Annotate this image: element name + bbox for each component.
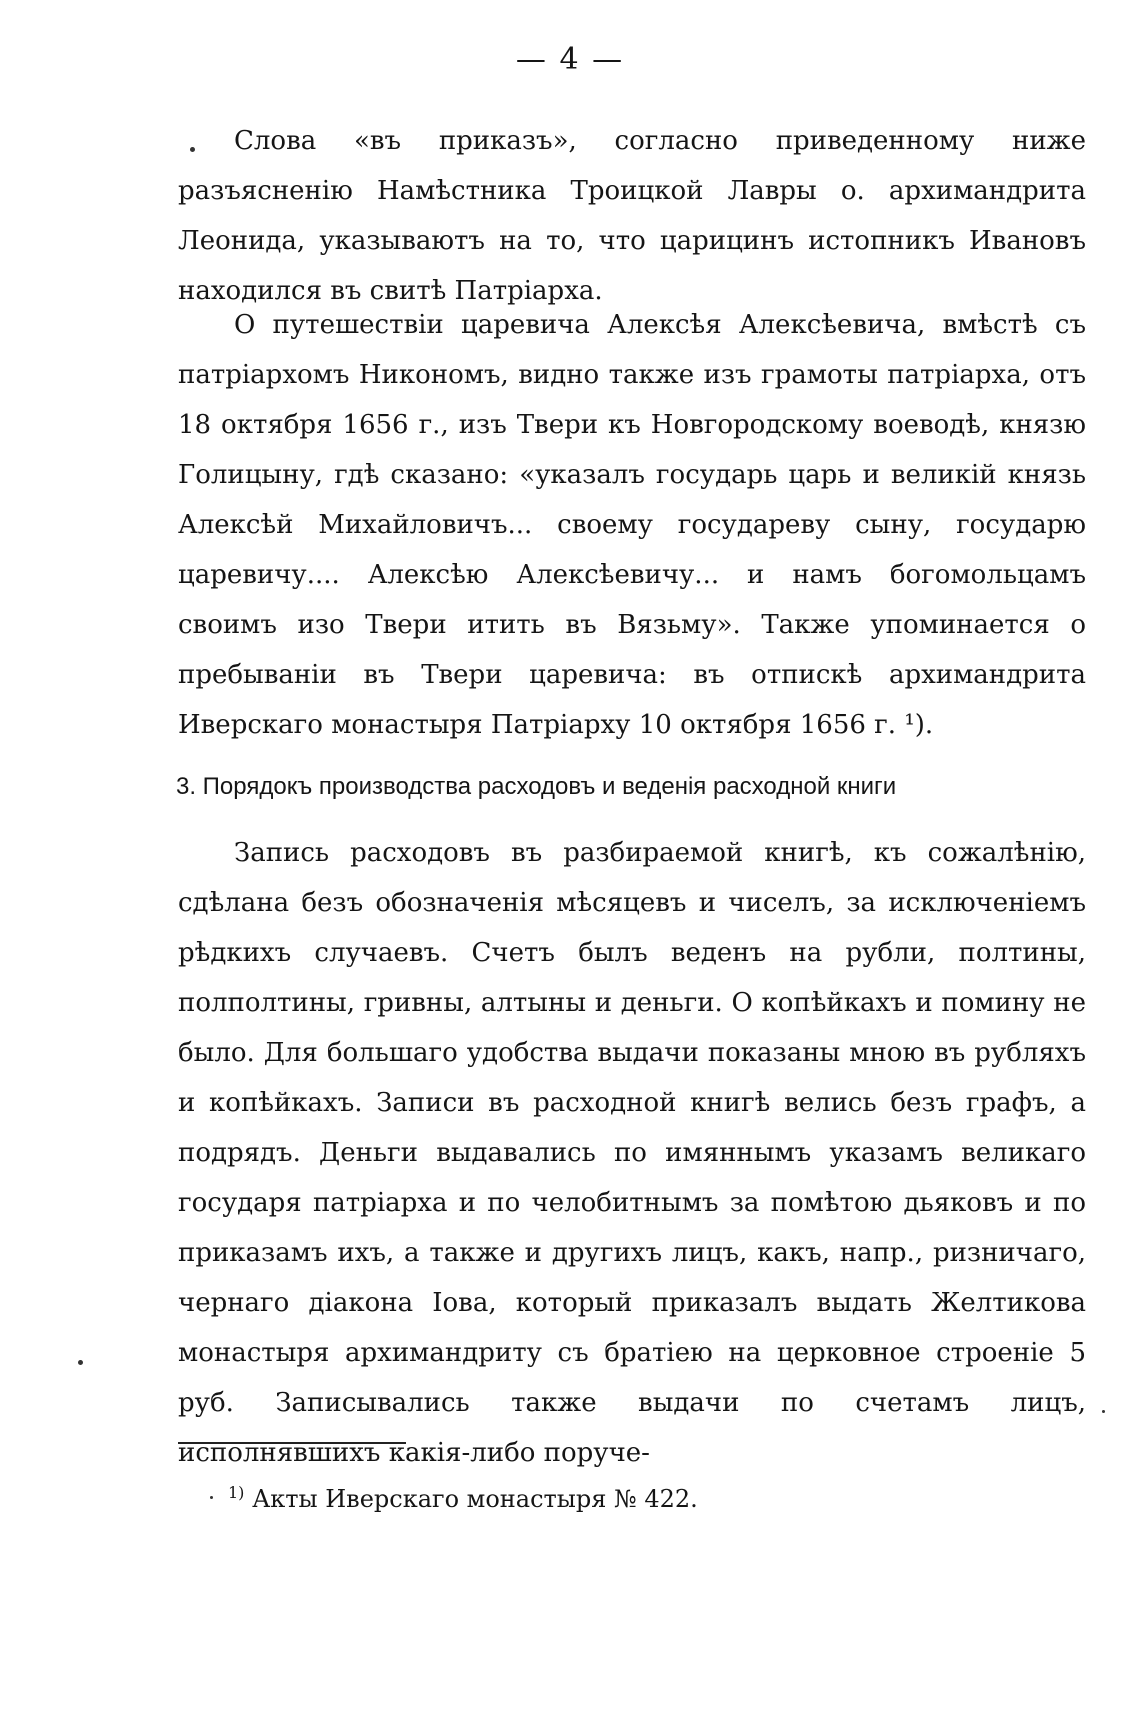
print-speck — [190, 147, 195, 152]
paragraph-2-text: О путешествіи царевича Алексѣя Алексѣевича, вмѣстѣ съ патріархомъ Никономъ, видно также изъ грамоты патріарха, отъ 18 октября 1656 г., изъ Твери къ Новгородскому воеводѣ, князю Голицыну, гдѣ сказано: «указалъ государь царь и великій князь Алексѣй Михайловичъ... своему государеву сыну, государю царевичу.... Алексѣю Алексѣевичу... и намъ богомольцамъ своимъ изо Твери итить въ Вязьму». Также упоминается о пребываніи въ Твери царевича: въ отпискѣ архимандрита Иверскаго монастыря Патріарху 10 октября 1656 г. ¹). — [178, 310, 1086, 740]
print-speck — [1102, 1410, 1105, 1413]
footnote-marker: 1) — [228, 1483, 245, 1502]
paragraph-1-text: Слова «въ приказъ», согласно приведенному ниже разъясненію Намѣстника Троицкой Лавры о. архимандрита Леонида, указываютъ на то, что царицинъ истопникъ Ивановъ находился въ свитѣ Патріарха. — [178, 126, 1086, 306]
paragraph-3 — [178, 828, 1086, 1478]
print-speck — [78, 1360, 83, 1365]
print-speck — [210, 1496, 213, 1499]
footnote-text: Акты Иверскаго монастыря № 422. — [252, 1485, 698, 1513]
paragraph-2 — [178, 300, 1086, 750]
footnote — [228, 1473, 1088, 1519]
footnote-separator — [178, 1442, 406, 1444]
paragraph-3-text: Запись расходовъ въ разбираемой книгѣ, къ сожалѣнію, сдѣлана безъ обозначенія мѣсяцевъ и чиселъ, за исключеніемъ рѣдкихъ случаевъ. Счетъ былъ веденъ на рубли, полтины, полполтины, гривны, алтыны и деньги. О копѣйкахъ и помину не было. Для большаго удобства выдачи показаны мною въ рубляхъ и копѣйкахъ. Записи въ расходной книгѣ велись безъ графъ, а подрядъ. Деньги выдавались по имяннымъ указамъ великаго государя патріарха и по челобитнымъ за помѣтою дьяковъ и по приказамъ ихъ, а также и другихъ лицъ, какъ, напр., ризничаго, чернаго діакона Іова, который приказалъ выдать Желтикова монастыря архимандриту съ братіею на церковное строеніе 5 руб. Записывались также выдачи по счетамъ лицъ, исполнявшихъ какія-либо поруче- — [178, 838, 1086, 1468]
paragraph-1 — [178, 116, 1086, 316]
page-number: — 4 — — [515, 42, 625, 77]
section-heading: 3. Порядокъ производства расходовъ и веденія расходной книги — [176, 773, 897, 800]
